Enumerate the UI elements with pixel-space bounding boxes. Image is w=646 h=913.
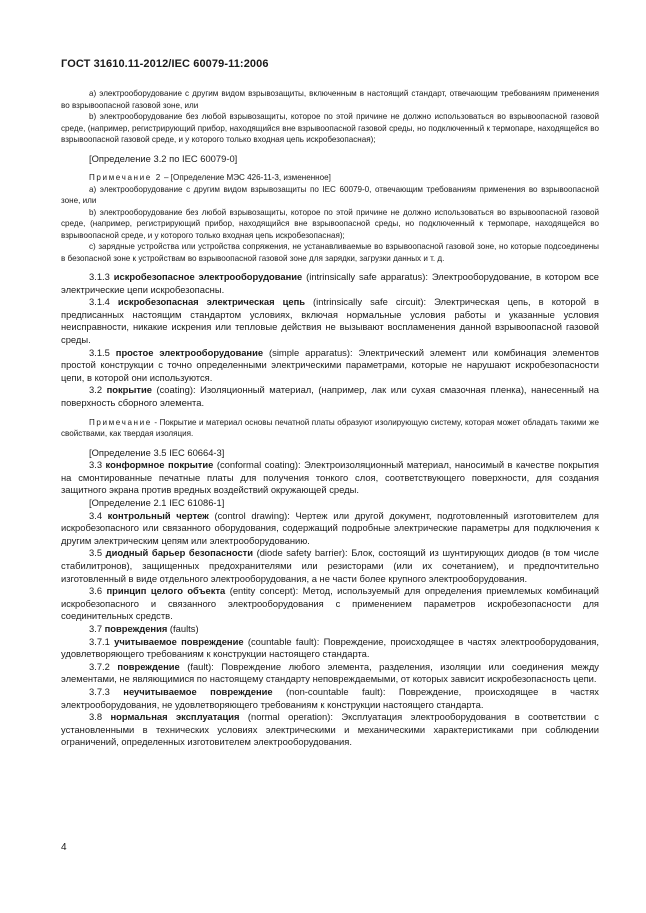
definition-3-4 bbox=[61, 510, 599, 548]
item-number: 3.7.3 bbox=[89, 685, 124, 697]
reference-2-1: [Определение 2.1 IEC 61086-1] bbox=[89, 497, 225, 508]
definition-3-6 bbox=[61, 585, 599, 623]
term: искробезопасное электрооборудование bbox=[113, 271, 303, 283]
definition-3-7-3 bbox=[61, 686, 599, 711]
item-number: 3.1.4 bbox=[89, 296, 118, 308]
note-2-item-a: a) электрооборудование с другим видом взрывозащиты по IEC 60079-0, отвечающим требованиям применения во взрывоопасной зоне, или bbox=[61, 184, 599, 206]
definition-text: (countable fault): Повреждение, происходящее в частях электрооборудования, удовлетворяющего требованиям к конструкции настоящего стандарта. bbox=[61, 635, 599, 660]
note-2-item-b: b) электрооборудование без любой взрывозащиты, которое по этой причине не должно использоваться во взрывоопасной газовой среде, (например, регистрирующий прибор, находящийся вне взрывоопасной среды, но подключенный к термопаре, находящейся во взрывоопасной среде, и у которого только входная цепь искробезопасная); bbox=[61, 207, 599, 240]
intro-item-a: a) электрооборудование с другим видом взрывозащиты, включенным в настоящий стандарт, отвечающим требованиям применения во взрывоопасной газовой зоне, или bbox=[61, 89, 599, 110]
definition-text: (diode safety barrier): Блок, состоящий из шунтирующих диодов (в том числе стабилитронов), защищенных предохранителями или резисторами (или их сочетанием), и предпочтительно изготовленный в виде отдельного электрооборудования, а не части более крупного электрооборудования. bbox=[61, 547, 599, 584]
note-2-head: – [Определение МЭС 426-11-3, измененное] bbox=[161, 173, 331, 183]
definition-3-3 bbox=[61, 459, 599, 497]
term: повреждение bbox=[117, 660, 180, 672]
definition-text: (fault): Повреждение любого элемента, разделения, изоляции или соединения между элементами, не являющимися по настоящему стандарту неповреждаемыми, от которых зависит искробезопасность цепи. bbox=[61, 660, 599, 685]
item-number: 3.7.1 bbox=[89, 635, 115, 647]
definition-text: (non-countable fault): Повреждение, происходящее в частях электрооборудования, не удовлетворяющего требованиям к конструкции настоящего стандарта. bbox=[61, 685, 599, 710]
reference-3-5: [Определение 3.5 IEC 60664-3] bbox=[89, 446, 225, 458]
item-number: 3.1.5 bbox=[89, 346, 116, 358]
item-number: 3.4 bbox=[89, 509, 108, 521]
definition-3-2 bbox=[61, 384, 599, 409]
definition-3-7-2 bbox=[61, 661, 599, 686]
definition-3-1-5 bbox=[61, 347, 599, 385]
item-number: 3.7.2 bbox=[89, 660, 118, 672]
term: контрольный чертеж bbox=[107, 509, 209, 521]
definition-text: (intrinsically safe apparatus): Электрооборудование, в котором все электрические цепи искробезопасны. bbox=[61, 271, 599, 295]
item-number: 3.5 bbox=[89, 547, 106, 559]
term: принцип целого объекта bbox=[106, 585, 226, 597]
item-number: 3.7 bbox=[89, 622, 105, 634]
item-number: 3.2 bbox=[89, 384, 107, 396]
term: покрытие bbox=[106, 384, 152, 396]
note-text: - Покрытие и материал основы печатной платы образуют изолирующую систему, которая может обладать такими же свойствами, как твердая изоляция. bbox=[61, 417, 599, 439]
reference-3-2: [Определение 3.2 по IEC 60079-0] bbox=[89, 152, 238, 164]
term: простое электрооборудование bbox=[115, 346, 264, 358]
item-number: 3.6 bbox=[89, 585, 107, 597]
definition-3-7-1 bbox=[61, 636, 599, 661]
definition-text: (simple apparatus): Электрический элемент или комбинация элементов простой конструкции с точно определенными электрическими параметрами, которые не нарушают искробезопасности цепи, в которой они используются. bbox=[61, 346, 599, 383]
definition-3-8 bbox=[61, 711, 599, 749]
definition-3-7 bbox=[61, 623, 599, 636]
term: конформное покрытие bbox=[105, 459, 214, 471]
page-number: 4 bbox=[61, 842, 67, 853]
note-2-heading bbox=[61, 172, 599, 184]
note-coating bbox=[61, 417, 599, 440]
item-number: 3.1.3 bbox=[89, 271, 114, 283]
term: диодный барьер безопасности bbox=[105, 547, 254, 559]
item-number: 3.8 bbox=[89, 711, 111, 723]
term: повреждения bbox=[104, 622, 168, 634]
note-label: Примечание bbox=[89, 417, 152, 427]
intro-item-b: b) электрооборудование без любой взрывозащиты, которое по этой причине не должно использоваться во взрывоопасной газовой среде, (например, регистрирующий прибор, находящийся вне взрывоопасной газовой среды, но подключенный к термопаре, находящейся во взрывоопасной газовой среде, и у которого только входная цепь искробезопасная); bbox=[61, 112, 599, 144]
page-header: ГОСТ 31610.11-2012/IEC 60079-11:2006 bbox=[61, 58, 269, 70]
definition-text: (control drawing): Чертеж или другой документ, подготовленный изготовителем для искробезопасного или связанного оборудования, содержащий подробные электрические параметры для подключения к другим электрическим цепям или электрооборудованию. bbox=[61, 509, 599, 546]
definition-3-5 bbox=[61, 547, 599, 585]
term: неучитываемое повреждение bbox=[123, 685, 273, 697]
definition-text: (intrinsically safe circuit): Электрическая цепь, в которой в предписанных настоящим стандартом условиях, включая нормальные условия работы и указанные условия неисправности, никакие искрения или тепловые действия не вызывают воспламенения данной взрывоопасной газовой среды. bbox=[61, 296, 600, 346]
definition-3-1-3 bbox=[61, 271, 599, 296]
term: учитываемое повреждение bbox=[114, 635, 244, 647]
document-body bbox=[61, 88, 599, 749]
definition-text: (conformal coating): Электроизоляционный материал, наносимый в качестве покрытия на смонтированные печатные платы для получения тонкого слоя, соответствующего поверхности, для создания защитного экрана против вредных воздействий окружающей среды. bbox=[61, 459, 599, 496]
definition-text: (entity concept): Метод, используемый для определения приемлемых комбинаций искробезопасного и связанного электрооборудования с применением параметров искробезопасности для соединительных средств. bbox=[61, 585, 599, 622]
definition-text: (coating): Изоляционный материал, (например, лак или сухая смазочная пленка), нанесенный на поверхность сборного элемента. bbox=[61, 384, 600, 409]
definition-text: (normal operation): Эксплуатация электрооборудования в соответствии с установленными в технических условиях электрическими и механическими характеристиками при соблюдении ограничений, определенных изготовителем электрооборудования. bbox=[61, 711, 599, 748]
term: искробезопасная электрическая цепь bbox=[117, 296, 306, 308]
definition-text: (faults) bbox=[167, 622, 199, 634]
item-number: 3.3 bbox=[89, 459, 106, 471]
note-2-item-c: c) зарядные устройства или устройства сопряжения, не устанавливаемые во взрывоопасной газовой зоне, но которые подсоединены в безопасной зоне к устройствам во взрывоопасной газовой зоне для зарядки, загрузки данных и т. д. bbox=[61, 242, 599, 263]
term: нормальная эксплуатация bbox=[110, 711, 240, 723]
definition-3-1-4 bbox=[61, 296, 599, 346]
note-2-label: Примечание 2 bbox=[89, 173, 162, 183]
